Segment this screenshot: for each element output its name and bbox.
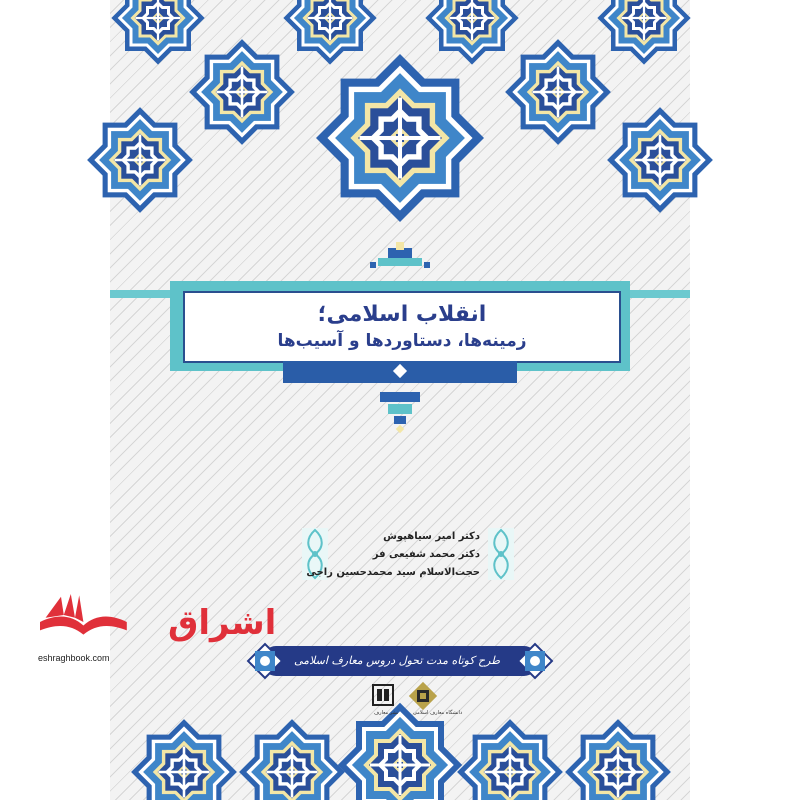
- author-name: دکتر امیر سیاهپوش: [383, 531, 480, 542]
- islamic-star-icon: [316, 54, 484, 222]
- publisher-caption: نشر معارف: [374, 710, 399, 716]
- author-name: حجت‌الاسلام سید محمدحسین راجی: [306, 567, 480, 578]
- islamic-star-icon: [189, 39, 295, 145]
- rosette-icon: [248, 644, 282, 678]
- rosette-icon: [518, 644, 552, 678]
- university-caption: دانشگاه معارف اسلامی: [413, 710, 463, 716]
- author-name: دکتر محمد شفیعی فر: [372, 549, 480, 560]
- islamic-star-icon: [87, 107, 193, 213]
- publisher-logo-icon: [372, 684, 394, 706]
- islamic-star-icon: [283, 0, 376, 65]
- title-box: [183, 291, 621, 363]
- brand-name: اشراق: [168, 603, 277, 643]
- brand-url[interactable]: eshraghbook.com: [38, 653, 110, 663]
- geometric-pattern: [110, 0, 690, 800]
- eshragh-logo: [40, 582, 277, 652]
- islamic-star-icon: [338, 703, 462, 800]
- islamic-star-icon: [239, 719, 345, 800]
- islamic-star-icon: [505, 39, 611, 145]
- islamic-star-icon: [607, 107, 713, 213]
- book-subtitle: زمینه‌ها، دستاوردها و آسیب‌ها: [277, 331, 527, 351]
- islamic-star-icon: [425, 0, 518, 65]
- series-title: طرح کوتاه مدت تحول دروس معارف اسلامی: [294, 654, 500, 667]
- title-top-ornament: [370, 242, 430, 268]
- islamic-star-icon: [565, 719, 671, 800]
- university-logo-icon: [410, 683, 436, 709]
- author-list: [306, 528, 480, 582]
- islamic-star-icon: [597, 0, 690, 65]
- islamic-star-icon: [457, 719, 563, 800]
- islamic-star-icon: [111, 0, 204, 65]
- islamic-star-icon: [131, 719, 237, 800]
- book-title: انقلاب اسلامی؛: [317, 302, 487, 327]
- title-bottom-ornament: [380, 392, 420, 433]
- arabesque-ornament-icon: [488, 528, 514, 580]
- book-cover: [110, 0, 690, 800]
